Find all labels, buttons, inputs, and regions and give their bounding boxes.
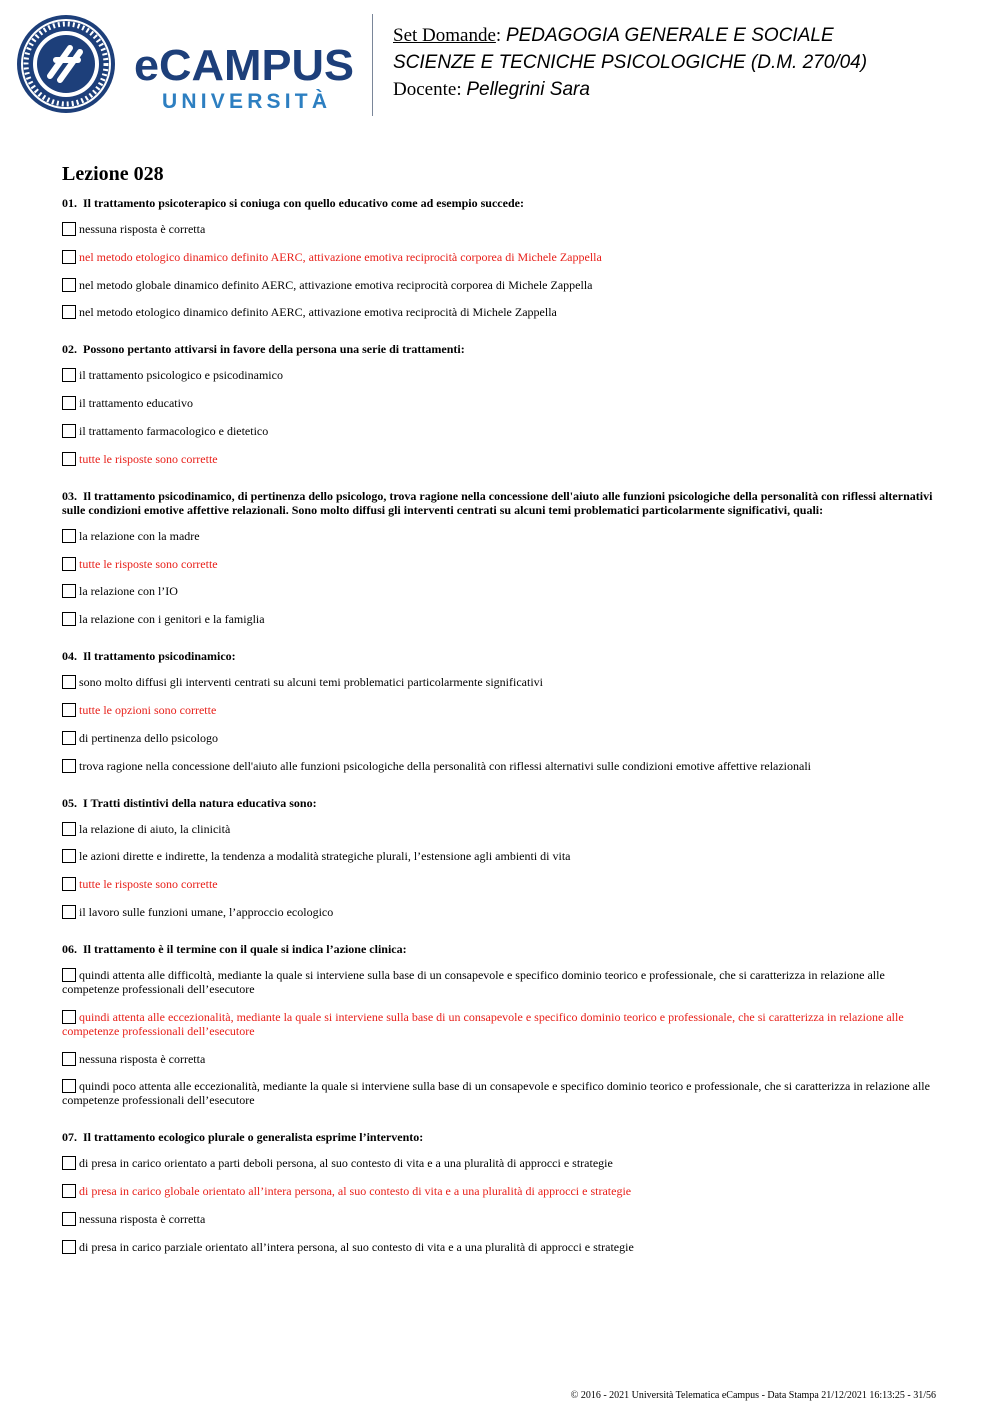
answer-text: tutte le opzioni sono corrette bbox=[79, 702, 217, 717]
set-row bbox=[393, 22, 867, 49]
answer-option-correct bbox=[62, 877, 938, 891]
question-03 bbox=[62, 489, 938, 626]
answer-text: le azioni dirette e indirette, la tendenza a modalità strategiche plurali, l’estensione agli ambienti di vita bbox=[79, 849, 571, 864]
answer-checkbox[interactable] bbox=[62, 759, 76, 773]
answer-text: la relazione con l’IO bbox=[79, 584, 178, 599]
question-number: 07. bbox=[62, 1130, 77, 1145]
answer-option bbox=[62, 905, 938, 919]
set-title: PEDAGOGIA GENERALE E SOCIALE bbox=[505, 25, 834, 46]
header-divider bbox=[372, 14, 373, 116]
page-header bbox=[0, 0, 1000, 130]
answer-option bbox=[62, 305, 938, 319]
answer-option bbox=[62, 529, 938, 543]
answer-text: di pertinenza dello psicologo bbox=[79, 730, 218, 745]
answer-checkbox[interactable] bbox=[62, 452, 76, 466]
answer-checkbox[interactable] bbox=[62, 222, 76, 236]
docente-label: Docente bbox=[393, 79, 457, 100]
answer-checkbox[interactable] bbox=[62, 529, 76, 543]
answer-text: nessuna risposta è corretta bbox=[79, 1051, 206, 1066]
answer-checkbox[interactable] bbox=[62, 1240, 76, 1254]
answer-text: nel metodo etologico dinamico definito AERC, attivazione emotiva reciprocità di Michele Zappella bbox=[79, 305, 557, 320]
question-text bbox=[62, 1130, 938, 1144]
subtitle-row bbox=[393, 49, 867, 76]
answer-text: il trattamento educativo bbox=[79, 396, 193, 411]
answer-text: quindi attenta alle eccezionalità, mediante la quale si interviene sulla base di un consapevole e specifico dominio teorico e professionale, che si caratterizza in relazione alle competenze professionali dell’esecutore bbox=[62, 1009, 904, 1038]
question-number: 02. bbox=[62, 342, 77, 357]
university-seal-logo bbox=[16, 14, 116, 114]
answer-checkbox[interactable] bbox=[62, 557, 76, 571]
answer-option bbox=[62, 222, 938, 236]
answer-option bbox=[62, 731, 938, 745]
answer-text: il trattamento psicologico e psicodinamico bbox=[79, 368, 283, 383]
answer-checkbox[interactable] bbox=[62, 877, 76, 891]
answer-text: la relazione di aiuto, la clinicità bbox=[79, 821, 231, 836]
set-colon: : bbox=[495, 25, 502, 46]
question-05 bbox=[62, 796, 938, 919]
question-body: Il trattamento psicodinamico: bbox=[83, 649, 236, 664]
answer-checkbox[interactable] bbox=[62, 278, 76, 292]
answer-text: nessuna risposta è corretta bbox=[79, 1211, 206, 1226]
answer-checkbox[interactable] bbox=[62, 849, 76, 863]
answer-text: di presa in carico globale orientato all’intera persona, al suo contesto di vita e a una pluralità di approcci e strategie bbox=[79, 1184, 632, 1199]
answer-option bbox=[62, 968, 938, 996]
answer-option-correct bbox=[62, 557, 938, 571]
logo-brand-text: eCAMPUS bbox=[134, 41, 354, 90]
answer-checkbox[interactable] bbox=[62, 675, 76, 689]
docente-colon: : bbox=[456, 79, 462, 100]
answer-option bbox=[62, 1240, 938, 1254]
answer-text: quindi attenta alle difficoltà, mediante la quale si interviene sulla base di un consapevole e specifico dominio teorico e professionale, che si caratterizza in relazione alle competenze professionali dell’esecutore bbox=[62, 967, 885, 996]
answer-option bbox=[62, 1052, 938, 1066]
question-body: Possono pertanto attivarsi in favore della persona una serie di trattamenti: bbox=[83, 342, 465, 357]
question-number: 04. bbox=[62, 649, 77, 664]
answer-option-correct bbox=[62, 250, 938, 264]
course-info bbox=[393, 22, 867, 103]
answer-text: trova ragione nella concessione dell'aiuto alle funzioni psicologiche della personalità con riflessi alternativi sulle condizioni emotive affettive relazionali bbox=[79, 758, 812, 773]
answer-checkbox[interactable] bbox=[62, 1156, 76, 1170]
answer-text: il trattamento farmacologico e dietetico bbox=[79, 423, 269, 438]
lesson-title: Lezione 028 bbox=[62, 163, 164, 185]
answer-text: sono molto diffusi gli interventi centrati su alcuni temi problematici particolarmente significativi bbox=[79, 675, 543, 690]
answer-option bbox=[62, 396, 938, 410]
docente-row bbox=[393, 76, 867, 103]
answer-checkbox[interactable] bbox=[62, 612, 76, 626]
answer-checkbox[interactable] bbox=[62, 424, 76, 438]
answer-checkbox[interactable] bbox=[62, 968, 76, 982]
answer-checkbox[interactable] bbox=[62, 1052, 76, 1066]
answer-text: nel metodo globale dinamico definito AERC, attivazione emotiva reciprocità corporea di Michele Zappella bbox=[79, 277, 593, 292]
answer-option bbox=[62, 424, 938, 438]
answer-option bbox=[62, 849, 938, 863]
answer-checkbox[interactable] bbox=[62, 703, 76, 717]
question-text bbox=[62, 796, 938, 810]
answer-option bbox=[62, 675, 938, 689]
question-text bbox=[62, 196, 938, 210]
set-label: Set Domande bbox=[393, 25, 496, 46]
question-body: Il trattamento ecologico plurale o generalista esprime l’intervento: bbox=[83, 1130, 424, 1145]
answer-text: tutte le risposte sono corrette bbox=[79, 877, 218, 892]
answer-option bbox=[62, 612, 938, 626]
question-number: 05. bbox=[62, 795, 77, 810]
page-footer: © 2016 - 2021 Università Telematica eCampus - Data Stampa 21/12/2021 16:13:25 - 31/56 bbox=[570, 1390, 936, 1401]
answer-checkbox[interactable] bbox=[62, 1184, 76, 1198]
answer-text: il lavoro sulle funzioni umane, l’approccio ecologico bbox=[79, 904, 334, 919]
answer-text: tutte le risposte sono corrette bbox=[79, 451, 218, 466]
answer-checkbox[interactable] bbox=[62, 396, 76, 410]
answer-checkbox[interactable] bbox=[62, 1079, 76, 1093]
question-02 bbox=[62, 342, 938, 465]
question-number: 03. bbox=[62, 488, 77, 503]
answer-checkbox[interactable] bbox=[62, 305, 76, 319]
question-07 bbox=[62, 1130, 938, 1253]
question-01 bbox=[62, 196, 938, 319]
answer-option bbox=[62, 1156, 938, 1170]
answer-option-correct bbox=[62, 452, 938, 466]
answer-text: di presa in carico parziale orientato all’intera persona, al suo contesto di vita e a una pluralità di approcci e strategie bbox=[79, 1239, 634, 1254]
answer-checkbox[interactable] bbox=[62, 822, 76, 836]
answer-option bbox=[62, 278, 938, 292]
answer-option bbox=[62, 822, 938, 836]
answer-option-correct bbox=[62, 1184, 938, 1198]
question-body: Il trattamento è il termine con il quale si indica l’azione clinica: bbox=[83, 941, 407, 956]
answer-text: nel metodo etologico dinamico definito AERC, attivazione emotiva reciprocità corporea di Michele Zappella bbox=[79, 249, 602, 264]
answer-text: quindi poco attenta alle eccezionalità, mediante la quale si interviene sulla base di un consapevole e specifico dominio teorico e professionale, che si caratterizza in relazione alle competenze professionali dell’esecutore bbox=[62, 1079, 930, 1108]
question-text bbox=[62, 489, 938, 517]
answer-checkbox[interactable] bbox=[62, 1212, 76, 1226]
ecampus-wordmark-logo bbox=[134, 38, 356, 114]
answer-checkbox[interactable] bbox=[62, 368, 76, 382]
answer-text: la relazione con la madre bbox=[79, 528, 200, 543]
answer-checkbox[interactable] bbox=[62, 250, 76, 264]
answer-option bbox=[62, 368, 938, 382]
answer-option bbox=[62, 584, 938, 598]
question-list bbox=[62, 196, 938, 1277]
question-text bbox=[62, 942, 938, 956]
question-text bbox=[62, 342, 938, 356]
question-number: 01. bbox=[62, 196, 77, 210]
logo-sub-text: UNIVERSITÀ bbox=[162, 90, 327, 113]
answer-checkbox[interactable] bbox=[62, 905, 76, 919]
answer-option-correct bbox=[62, 1010, 938, 1038]
docente-name: Pellegrini Sara bbox=[466, 79, 590, 100]
answer-option-correct bbox=[62, 703, 938, 717]
question-body: Il trattamento psicoterapico si coniuga con quello educativo come ad esempio succede: bbox=[83, 196, 524, 210]
answer-checkbox[interactable] bbox=[62, 731, 76, 745]
answer-text: la relazione con i genitori e la famiglia bbox=[79, 612, 265, 627]
answer-checkbox[interactable] bbox=[62, 584, 76, 598]
answer-option bbox=[62, 1212, 938, 1226]
question-04 bbox=[62, 649, 938, 772]
answer-text: nessuna risposta è corretta bbox=[79, 222, 206, 236]
answer-option bbox=[62, 759, 938, 773]
question-06 bbox=[62, 942, 938, 1107]
answer-text: tutte le risposte sono corrette bbox=[79, 556, 218, 571]
answer-option bbox=[62, 1079, 938, 1107]
question-body: I Tratti distintivi della natura educativa sono: bbox=[83, 795, 317, 810]
answer-checkbox[interactable] bbox=[62, 1010, 76, 1024]
question-text bbox=[62, 649, 938, 663]
question-body: Il trattamento psicodinamico, di pertinenza dello psicologo, trova ragione nella concessione dell'aiuto alle funzioni psicologiche della personalità con riflessi alternativi sulle condizioni emotive affettive relazionali. Sono molto diffusi gli interventi centrati su alcuni temi problematici particolarmente significativi, quali: bbox=[62, 488, 933, 517]
set-subtitle: SCIENZE E TECNICHE PSICOLOGICHE (D.M. 270/04) bbox=[393, 52, 868, 73]
answer-text: di presa in carico orientato a parti deboli persona, al suo contesto di vita e a una pluralità di approcci e strategie bbox=[79, 1156, 613, 1171]
question-number: 06. bbox=[62, 941, 77, 956]
